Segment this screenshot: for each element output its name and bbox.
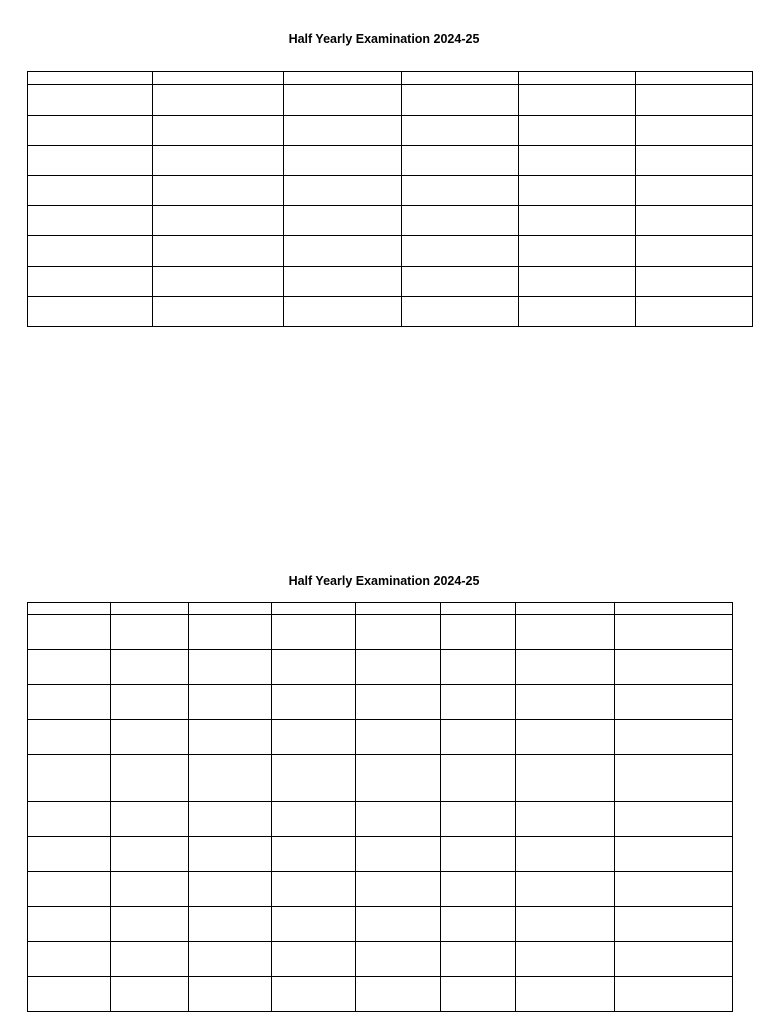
table-cell [153,85,284,116]
table-cell [189,837,272,872]
table-cell [635,297,752,327]
table-cell [28,615,111,650]
table-cell [615,802,733,837]
table-cell [615,720,733,755]
table-cell [441,650,516,685]
table-cell [153,267,284,297]
table-cell [356,872,441,907]
table-cell [111,755,189,802]
table-cell [518,236,635,267]
table-cell [356,802,441,837]
table-cell [516,977,615,1012]
table-cell [28,206,153,236]
table-cell [284,146,401,176]
exam-table [27,71,753,327]
table-cell [284,236,401,267]
table-cell [615,872,733,907]
table-cell [516,755,615,802]
table-row [28,872,733,907]
table-cell [615,942,733,977]
table-cell [401,85,518,116]
table-cell [441,977,516,1012]
table-cell [284,297,401,327]
table-cell [272,802,356,837]
table-cell [272,872,356,907]
table-cell [615,837,733,872]
table-cell [153,176,284,206]
table-cell [28,837,111,872]
table-header-cell [153,72,284,85]
table-header-cell [111,603,189,615]
table-cell [516,720,615,755]
table-cell [401,176,518,206]
table-cell [516,615,615,650]
table-cell [518,297,635,327]
table-cell [189,907,272,942]
table-cell [356,755,441,802]
table-header-cell [441,603,516,615]
table-cell [441,907,516,942]
table-cell [635,267,752,297]
table-cell [516,872,615,907]
table-cell [284,267,401,297]
table-cell [516,685,615,720]
table-cell [441,720,516,755]
table-cell [28,942,111,977]
table-cell [153,146,284,176]
table-cell [635,236,752,267]
table-cell [189,942,272,977]
table-cell [28,685,111,720]
table-cell [518,176,635,206]
table-cell [28,977,111,1012]
table-cell [153,297,284,327]
table-cell [189,977,272,1012]
table-cell [615,977,733,1012]
table-cell [441,802,516,837]
table-cell [401,267,518,297]
table-cell [272,942,356,977]
table-cell [635,176,752,206]
table-cell [284,116,401,146]
table-header-cell [518,72,635,85]
table-cell [441,615,516,650]
table-cell [635,146,752,176]
table-cell [28,85,153,116]
table-cell [272,685,356,720]
table-cell [111,837,189,872]
table-row [28,85,753,116]
table-cell [615,650,733,685]
table-cell [356,942,441,977]
table-cell [518,116,635,146]
table-cell [111,650,189,685]
table-row [28,720,733,755]
table-cell [615,615,733,650]
table-cell [153,236,284,267]
table-cell [356,837,441,872]
table-cell [441,685,516,720]
table-cell [272,615,356,650]
table-cell [28,802,111,837]
table-row [28,267,753,297]
table-cell [356,907,441,942]
table-header-row [28,72,753,85]
table-cell [111,872,189,907]
table-cell [516,650,615,685]
table-cell [189,615,272,650]
table-cell [401,206,518,236]
table-header-cell [28,603,111,615]
table-cell [272,907,356,942]
table-row [28,837,733,872]
table-header-cell [401,72,518,85]
table-cell [28,650,111,685]
table-cell [518,267,635,297]
table-cell [272,720,356,755]
table-cell [189,720,272,755]
table-cell [189,685,272,720]
table-cell [111,942,189,977]
table-cell [111,720,189,755]
exam-table [27,602,733,1012]
table-cell [153,116,284,146]
table-row [28,942,733,977]
exam-title: Half Yearly Examination 2024-25 [288,32,480,46]
table-cell [284,206,401,236]
table-cell [28,176,153,206]
table-cell [28,267,153,297]
table-cell [189,755,272,802]
table-cell [111,907,189,942]
table-header-cell [356,603,441,615]
table-cell [356,977,441,1012]
table-cell [189,872,272,907]
table-cell [518,146,635,176]
table-cell [28,720,111,755]
table-cell [272,977,356,1012]
table-cell [441,755,516,802]
table-header-cell [28,72,153,85]
table-cell [28,146,153,176]
table-cell [516,942,615,977]
table-cell [615,907,733,942]
table-cell [615,755,733,802]
table-cell [635,85,752,116]
table-header-row [28,603,733,615]
table-cell [284,176,401,206]
table-cell [356,685,441,720]
table-cell [111,615,189,650]
table-cell [272,837,356,872]
table-cell [28,872,111,907]
table-header-cell [635,72,752,85]
table-cell [28,907,111,942]
table-cell [356,720,441,755]
table-cell [516,907,615,942]
table-row [28,206,753,236]
table-cell [615,685,733,720]
table-cell [153,206,284,236]
table-cell [441,837,516,872]
table-header-cell [272,603,356,615]
table-cell [272,755,356,802]
table-cell [28,755,111,802]
table-row [28,685,733,720]
table-cell [401,146,518,176]
table-row [28,176,753,206]
table-cell [518,85,635,116]
table-cell [272,650,356,685]
table-row [28,907,733,942]
table-cell [635,116,752,146]
table-row [28,116,753,146]
table-cell [28,297,153,327]
table-row [28,615,733,650]
table-cell [518,206,635,236]
table-row [28,650,733,685]
table-row [28,802,733,837]
table-cell [401,236,518,267]
exam-title: Half Yearly Examination 2024-25 [288,574,480,588]
table-cell [401,116,518,146]
table-header-cell [516,603,615,615]
table-cell [516,837,615,872]
table-cell [356,615,441,650]
table-cell [189,802,272,837]
table-header-cell [615,603,733,615]
table-row [28,236,753,267]
table-row [28,977,733,1012]
table-cell [516,802,615,837]
table-cell [111,977,189,1012]
table-cell [635,206,752,236]
table-row [28,755,733,802]
table-row [28,146,753,176]
table-cell [189,650,272,685]
table-cell [356,650,441,685]
table-row [28,297,753,327]
table-cell [441,942,516,977]
table-header-cell [284,72,401,85]
table-cell [111,685,189,720]
table-header-cell [189,603,272,615]
table-cell [441,872,516,907]
table-cell [284,85,401,116]
table-cell [28,116,153,146]
table-cell [401,297,518,327]
table-cell [28,236,153,267]
table-cell [111,802,189,837]
